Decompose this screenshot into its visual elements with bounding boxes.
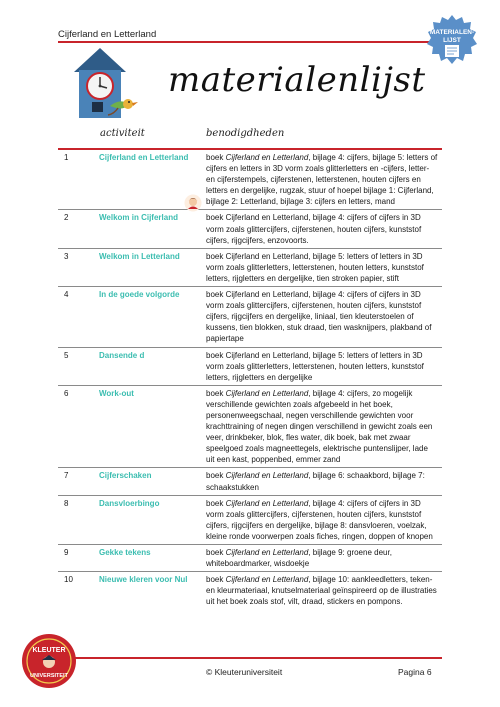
row-needs-text: Cijferland en Letterland <box>225 153 309 162</box>
row-needs-text: boek Cijferland en Letterland, bijlage 4: cijfers of cijfers in 3D vorm zoals glittercijfers, cijferstenen, houten cijfers, kunststof cijfers, rijgcijfers en dergelijke, liniaal, tien kleuterstoelen of kussens, tien blokken, stuk draad, tien wasknijpers, plakband of papiertape <box>206 290 432 344</box>
footer-copyright: © Kleuteruniversiteit <box>206 667 283 677</box>
row-needs-text: boek Cijferland en Letterland, bijlage 5: letters of letters in 3D vorm zoals glitterletters, letterstenen, houten letters, kunststof letters, rijgletters en dergelijke <box>206 350 424 382</box>
table-row <box>58 150 442 210</box>
row-activity: Gekke tekens <box>99 548 151 557</box>
row-activity: Welkom in Letterland <box>99 251 180 261</box>
row-number: 7 <box>64 471 69 481</box>
row-activity: Welkom in Cijferland <box>99 213 178 223</box>
header-divider <box>58 41 440 43</box>
row-number: 8 <box>64 498 69 508</box>
row-needs-text: boek Cijferland en Letterland, bijlage 5: letters of letters in 3D vorm zoals glitterletters, letterstenen, houten letters, kunststof letters, rijgletters en dergelijke, tien stroken papier, stift <box>206 251 424 283</box>
table-row <box>58 249 442 287</box>
row-activity: Work-out <box>99 388 134 398</box>
row-needs <box>206 468 442 494</box>
row-needs-text: boek <box>206 471 226 481</box>
row-needs <box>206 572 442 609</box>
row-needs <box>206 348 442 385</box>
row-needs-text: boek <box>206 548 226 557</box>
row-needs <box>206 545 442 571</box>
footer-page-number: Pagina 6 <box>398 667 432 677</box>
row-needs-text: , bijlage 6: schaakbord, bijlage 7: schaakstukken <box>206 471 425 492</box>
materialenlijst-badge-icon <box>426 14 478 66</box>
row-needs-text: , bijlage 4: cijfers, zo mogelijk verschillende gewichten zoals afgebeeld in het boek, personenweegschaal, negen verschillende gewichten voor krachttraining of negen dingen verschillend in gewicht zoals een veer, drinkbeker, blok, fles water, dik boek, bak met zwaar speelgoed zoals magneettegels, elektrische puntenslijper, lade uit een kast, poppenbed, emmer zand <box>206 388 433 465</box>
row-needs <box>206 150 442 209</box>
table-row <box>58 468 442 495</box>
row-activity: Dansende d <box>99 350 145 360</box>
header-title: Cijferland en Letterland <box>58 29 157 40</box>
column-header-needs: benodigdheden <box>206 128 285 139</box>
table-row <box>58 545 442 572</box>
row-needs-text: Cijferland en Letterland <box>225 471 309 481</box>
row-needs-text: Cijferland en Letterland <box>225 498 309 508</box>
child-avatar-icon <box>184 194 202 212</box>
logo-text-line2: UNIVERSITEIT <box>30 673 68 679</box>
table-row <box>58 348 442 386</box>
logo-text-line1: KLEUTER <box>32 647 66 654</box>
row-activity: In de goede volgorde <box>99 290 180 300</box>
row-needs-text: boek <box>206 575 226 585</box>
row-activity: Cijferschaken <box>99 471 152 481</box>
row-needs <box>206 249 442 286</box>
table-row <box>58 386 442 469</box>
table-row <box>58 287 442 347</box>
badge-text-line2: LIJST <box>443 37 461 44</box>
table-row <box>58 210 442 248</box>
row-needs <box>206 287 442 346</box>
row-needs-text: boek Cijferland en Letterland, bijlage 4: cijfers of cijfers in 3D vorm zoals glittercijfers, cijferstenen, houten cijfers, kunststof cijfers, rijgcijfers, enzovoorts. <box>206 213 422 245</box>
row-needs-text: , bijlage 10: aankleedletters, teken- en kleurmateriaal, knutselmateriaal geïnspireerd op de illustraties uit het boek zoals stof, vilt, draad, stickers en pompons. <box>206 575 437 607</box>
row-number: 2 <box>64 213 69 223</box>
row-activity: Cijferland en Letterland <box>99 153 189 162</box>
page-title: materialenlijst <box>168 60 426 100</box>
row-needs-text: , bijlage 4: cijfers of cijfers in 3D vorm zoals glittercijfers, cijferstenen, houten cijfers, kunststof cijfers, rijgcijfers en dergelijke, bijlage 8: dansvloeren, voelzak, kleine ronde voorwerpen zoals fiches, ringen, doppen of knopen <box>206 498 433 541</box>
row-number: 4 <box>64 290 69 300</box>
cuckoo-clock-illustration <box>70 44 160 120</box>
row-needs-text: , bijlage 4: cijfers, bijlage 5: letters of cijfers en letters in 3D vorm zoals glitterletters en -cijfers, letter- en cijferstempels, cijferstenen, letterstenen, houten cijfers en letters en dergelijke, rugzak, stuur of hoepel bijlage 1: Cijferland, bijlage 2: Letterland, bijlage 3: cijfers en letters, mand <box>206 153 438 207</box>
row-number: 9 <box>64 548 69 557</box>
row-needs-text: boek <box>206 153 226 162</box>
row-needs <box>206 496 442 544</box>
row-needs-text: boek <box>206 498 226 508</box>
footer-divider <box>58 657 442 659</box>
row-needs <box>206 386 442 468</box>
table-row <box>58 572 442 609</box>
row-number: 5 <box>64 350 69 360</box>
row-number: 6 <box>64 388 69 398</box>
row-needs <box>206 210 442 247</box>
kleuteruniversiteit-logo-icon <box>20 632 78 690</box>
row-needs-text: Cijferland en Letterland <box>225 548 309 557</box>
row-activity: Dansvloerbingo <box>99 498 160 508</box>
row-needs-text: Cijferland en Letterland <box>225 388 309 398</box>
materials-table <box>58 150 442 609</box>
row-activity: Nieuwe kleren voor Nul <box>99 575 188 585</box>
row-needs-text: boek <box>206 388 226 398</box>
row-needs-text: Cijferland en Letterland <box>225 575 309 585</box>
row-needs-text: , bijlage 9: groene deur, whiteboardmarker, wisdoekje <box>206 548 392 569</box>
row-number: 1 <box>64 153 69 162</box>
badge-text-line1: MATERIALEN- <box>429 29 475 36</box>
column-header-activity: activiteit <box>100 128 145 139</box>
row-number: 10 <box>64 575 73 585</box>
row-number: 3 <box>64 251 69 261</box>
table-row <box>58 496 442 545</box>
